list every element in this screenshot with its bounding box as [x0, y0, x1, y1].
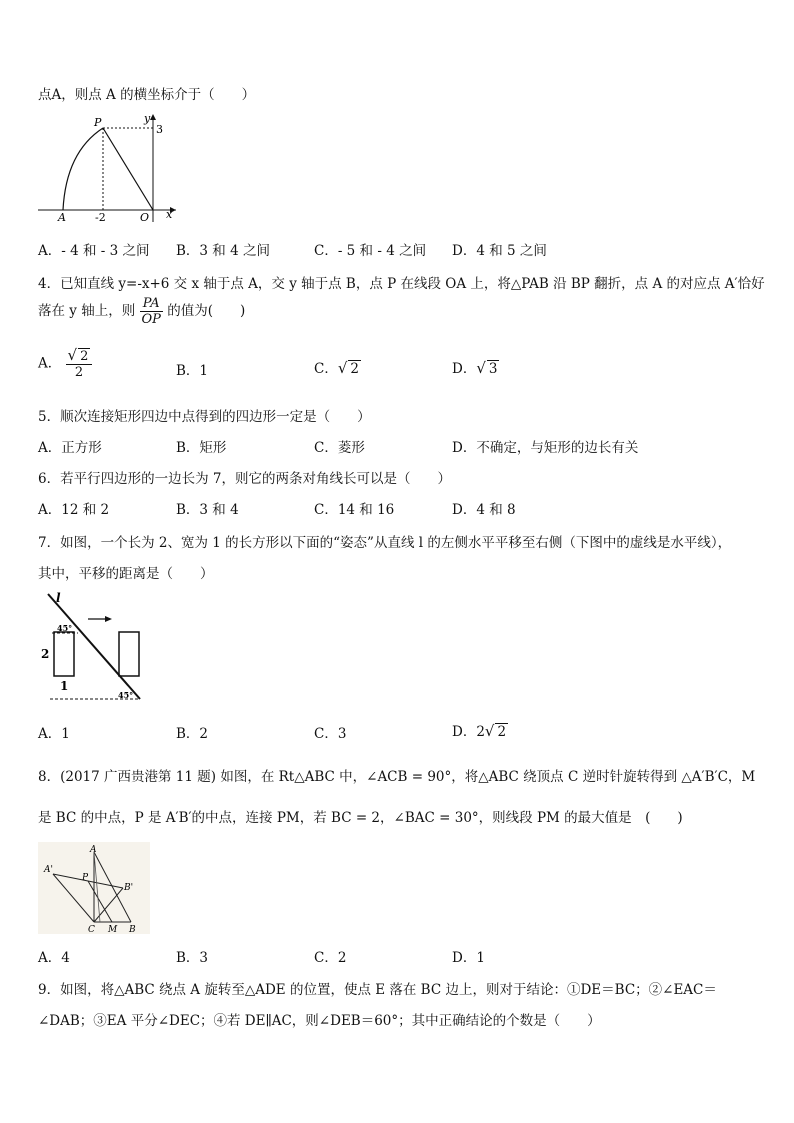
q7-option-d-label: D． — [452, 724, 477, 740]
q4-option-a-num: √ 2 — [66, 348, 93, 365]
q3-stem: 点A，则点 A 的横坐标介于（ ） — [38, 87, 256, 103]
q8-option-c: C．2 — [314, 950, 347, 966]
q8-label-p: P — [82, 873, 89, 883]
q5-option-a: A．正方形 — [38, 440, 102, 456]
q7-line2: 其中，平移的距离是（ ） — [38, 566, 214, 582]
q6-option-c: C．14 和 16 — [314, 502, 395, 518]
q8-line2: 是 BC 的中点，P 是 A′B′的中点，连接 PM，若 BC = 2，∠BAC = 30°，则线段 PM 的最大值是 ( ) — [38, 810, 683, 826]
q3-label-3: 3 — [156, 123, 163, 136]
q4-option-b: B．1 — [176, 363, 209, 379]
q9-line2: ∠DAB；③EA 平分∠DEC；④若 DE∥AC，则∠DEB＝60°；其中正确结论的个数是（ ） — [38, 1013, 601, 1029]
q8-figure — [38, 842, 150, 934]
q5-stem: 5．顺次连接矩形四边中点得到的四边形一定是（ ） — [38, 409, 371, 425]
q8-line1: 8．(2017 广西贵港第 11 题) 如图，在 Rt△ABC 中，∠ACB = 90°，将△ABC 绕顶点 C 逆时针旋转得到 △A′B′C，M — [38, 769, 756, 785]
q7-label-1: 1 — [60, 679, 69, 693]
q7-figure — [38, 592, 148, 704]
q4-option-c-radicand: 2 — [350, 361, 359, 377]
q7-option-c: C．3 — [314, 726, 347, 742]
q3-label-o: O — [140, 211, 150, 224]
q8-label-m: M — [108, 925, 118, 934]
q8-option-a: A．4 — [38, 950, 70, 966]
q8-label-c: C — [88, 925, 95, 934]
q3-option-d: D．4 和 5 之间 — [452, 243, 547, 259]
q4-option-d: D．√ 3 — [452, 359, 498, 377]
q7-label-2: 2 — [41, 647, 50, 661]
q7-label-angle-top: 45° — [57, 623, 73, 633]
q7-label-angle-bottom: 45° — [118, 690, 134, 700]
q4-fraction-denominator: OP — [141, 312, 161, 327]
q6-option-a: A．12 和 2 — [38, 502, 110, 518]
q3-figure — [36, 112, 181, 224]
q7-option-d-radicand: 2 — [497, 724, 507, 740]
q3-option-c: C．- 5 和 - 4 之间 — [314, 243, 427, 259]
q9-line1: 9．如图，将△ABC 绕点 A 旋转至△ADE 的位置，使点 E 落在 BC 边上，则对于结论：①DE＝BC；②∠EAC＝ — [38, 982, 717, 998]
q4-line2 — [38, 296, 245, 327]
q4-option-a-label: A． — [38, 355, 62, 372]
q3-label-x: x — [166, 208, 173, 221]
q4-option-a — [38, 348, 92, 380]
q8-label-a: A — [90, 845, 97, 855]
q4-line2-post: 的值为( ) — [167, 303, 246, 319]
q6-option-b: B．3 和 4 — [176, 502, 239, 518]
q8-label-b: B — [129, 925, 136, 934]
q3-label-y: y — [144, 112, 151, 125]
q6-option-d: D．4 和 8 — [452, 502, 516, 518]
q8-label-a1: A' — [44, 865, 53, 875]
q3-label-p: P — [94, 116, 102, 129]
q7-option-a: A．1 — [38, 726, 70, 742]
q4-option-a-radicand: 2 — [80, 349, 89, 364]
q8-option-d: D．1 — [452, 950, 485, 966]
q4-option-a-fraction — [66, 348, 93, 380]
q7-option-d: D．2√ 2 — [452, 722, 507, 740]
q4-option-d-label: D． — [452, 361, 477, 377]
q3-option-a: A．- 4 和 - 3 之间 — [38, 243, 150, 259]
q8-label-b1: B' — [124, 883, 134, 893]
q6-stem: 6．若平行四边形的一边长为 7，则它的两条对角线长可以是（ ） — [38, 471, 451, 487]
q4-line2-pre: 落在 y 轴上，则 — [38, 303, 136, 319]
q3-label-neg2: -2 — [95, 211, 106, 224]
q4-option-c: C．√ 2 — [314, 359, 359, 377]
q7-option-d-coef: 2 — [476, 724, 485, 740]
q7-label-l: l — [56, 592, 61, 605]
q4-option-d-radicand: 3 — [488, 361, 498, 377]
q5-option-c: C．菱形 — [314, 440, 365, 456]
q4-fraction-numerator: PA — [140, 296, 163, 312]
q7-option-b: B．2 — [176, 726, 209, 742]
q4-fraction — [140, 296, 163, 327]
q5-option-b: B．矩形 — [176, 440, 227, 456]
q3-option-b: B．3 和 4 之间 — [176, 243, 270, 259]
q8-option-b: B．3 — [176, 950, 209, 966]
q3-label-a: A — [58, 211, 66, 224]
q5-option-d: D．不确定，与矩形的边长有关 — [452, 440, 639, 456]
q4-line1: 4．已知直线 y=-x+6 交 x 轴于点 A，交 y 轴于点 B，点 P 在线段 OA 上，将△PAB 沿 BP 翻折，点 A 的对应点 A′恰好 — [38, 276, 765, 292]
q4-option-a-den: 2 — [74, 365, 84, 380]
q4-option-c-label: C． — [314, 361, 338, 377]
q7-line1: 7．如图，一个长为 2、宽为 1 的长方形以下面的“姿态”从直线 l 的左侧水平平移至右侧（下图中的虚线是水平线）， — [38, 535, 732, 551]
